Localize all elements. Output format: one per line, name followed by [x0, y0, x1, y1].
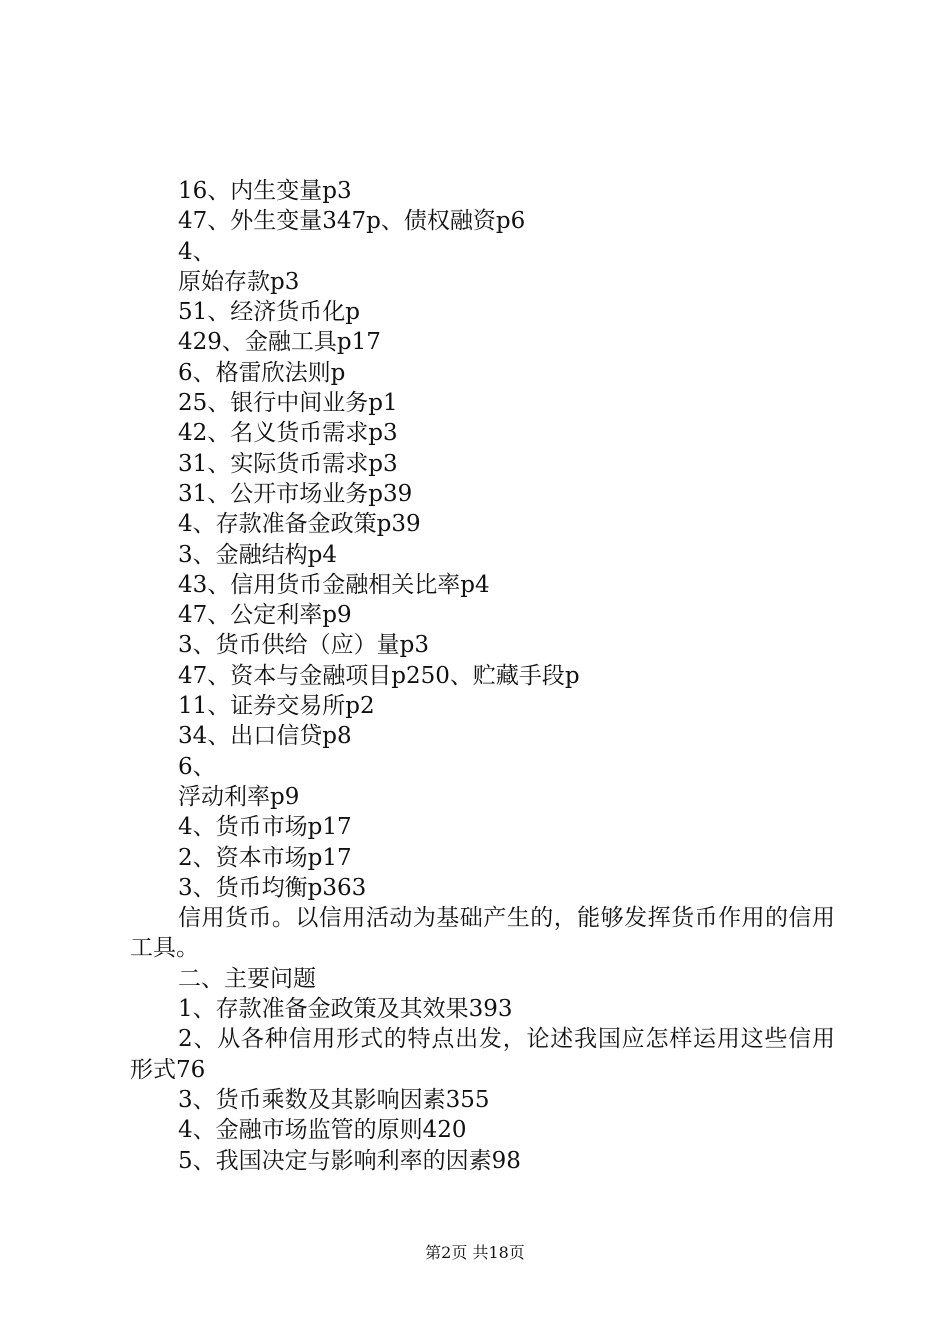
- term-item: 3、货币供给（应）量p3: [178, 632, 429, 659]
- term-item: 25、银行中间业务p1: [178, 390, 398, 417]
- term-list: [130, 176, 835, 903]
- term-item: 2、资本市场p17: [178, 844, 352, 871]
- definition-paragraph: 信用货币。以信用活动为基础产生的，能够发挥货币作用的信用工具。: [130, 905, 835, 962]
- term-item: 3、货币均衡p363: [178, 874, 367, 901]
- question-item: 2、从各种信用形式的特点出发，论述我国应怎样运用这些信用形式76: [130, 1026, 835, 1083]
- question-list: [130, 994, 835, 1176]
- question-item: 1、存款准备金政策及其效果393: [178, 996, 513, 1023]
- term-item: 4、存款准备金政策p39: [178, 511, 421, 538]
- term-item: 31、实际货币需求p3: [178, 450, 398, 477]
- page-footer: 第2页 共18页: [425, 1243, 525, 1262]
- term-item: 429、金融工具p17: [178, 329, 381, 356]
- term-item: 51、经济货币化p: [178, 299, 360, 326]
- term-item: 6、格雷欣法则p: [178, 359, 346, 386]
- term-item: 4、货币市场p17: [178, 814, 352, 841]
- term-item: 47、外生变量347p、债权融资p6: [178, 208, 526, 235]
- term-item: 4、: [178, 238, 216, 265]
- term-item: 6、: [178, 753, 216, 780]
- term-item: 16、内生变量p3: [178, 178, 352, 204]
- document-body: [130, 176, 835, 1176]
- term-item: 47、公定利率p9: [178, 602, 352, 629]
- term-item: 34、出口信贷p8: [178, 723, 352, 750]
- term-item: 原始存款p3: [178, 268, 300, 295]
- term-item: 31、公开市场业务p39: [178, 480, 413, 507]
- question-item: 5、我国决定与影响利率的因素98: [178, 1147, 521, 1174]
- question-item: 3、货币乘数及其影响因素355: [178, 1086, 490, 1113]
- term-item: 11、证券交易所p2: [178, 693, 375, 720]
- term-item: 43、信用货币金融相关比率p4: [178, 571, 490, 598]
- term-item: 3、金融结构p4: [178, 541, 337, 568]
- term-item: 47、资本与金融项目p250、贮藏手段p: [178, 662, 580, 689]
- term-item: 浮动利率p9: [178, 783, 300, 810]
- section-heading: 二、主要问题: [178, 965, 316, 992]
- question-item: 4、金融市场监管的原则420: [178, 1117, 467, 1144]
- term-item: 42、名义货币需求p3: [178, 420, 398, 447]
